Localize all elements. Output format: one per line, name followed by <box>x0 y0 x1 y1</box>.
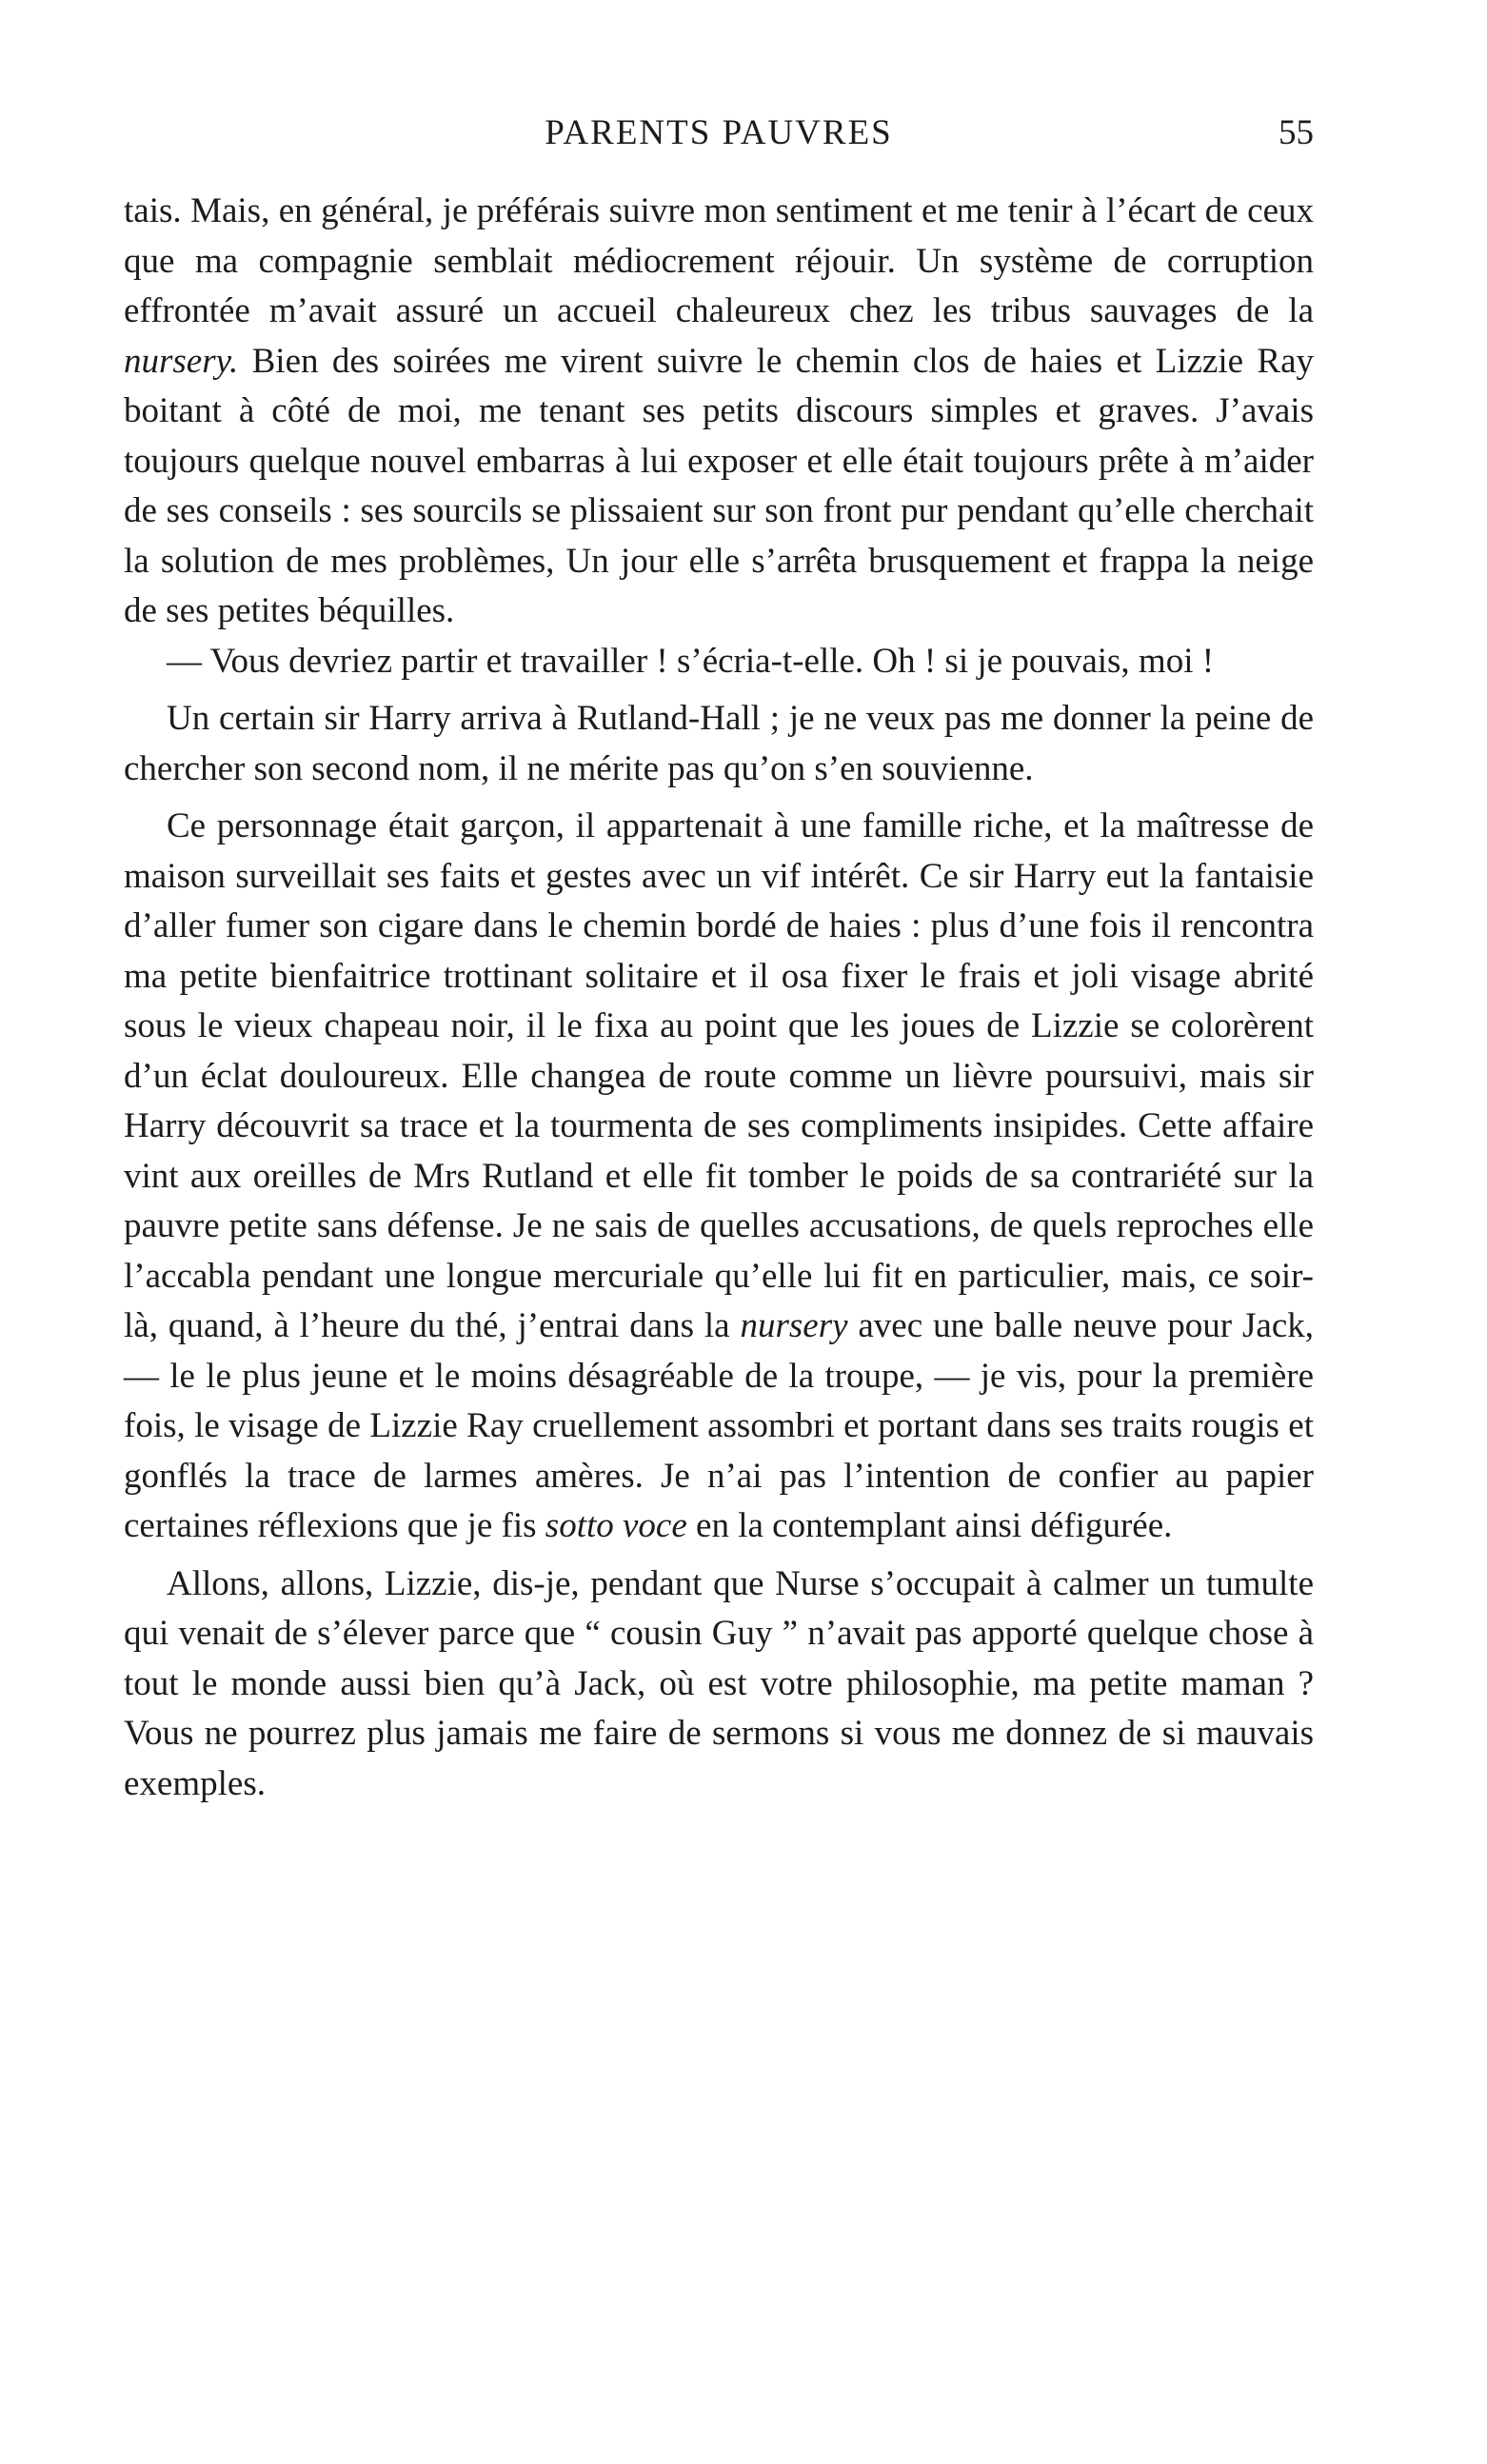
paragraph <box>124 637 1314 687</box>
text-run: Ce personnage était garçon, il appartenait à une famille riche, et la maîtresse de maison surveillait ses faits et gestes avec un vif intérêt. Ce sir Harry eut la fantaisie d’aller fumer son cigare dans le chemin bordé de haies : plus d’une fois il rencontra ma petite bienfaitrice trottinant solitaire et il osa fixer le frais et joli visage abrité sous le vieux chapeau noir, il le fixa au point que les joues de Lizzie se colorèrent d’un éclat douloureux. Elle changea de route comme un lièvre poursuivi, mais sir Harry découvrit sa trace et la tourmenta de ses compliments insipides. Cette affaire vint aux oreilles de Mrs Rutland et elle fit tomber le poids de sa contrariété sur la pauvre petite sans défense. Je ne sais de quelles accusations, de quels reproches elle l’accabla pendant une longue mercuriale qu’elle lui fit en particulier, mais, ce soir-là, quand, à l’heure du thé, j’entrai dans la <box>124 806 1314 1345</box>
page-number: 55 <box>1279 113 1314 152</box>
paragraph <box>124 1560 1314 1810</box>
text-run: Un certain sir Harry arriva à Rutland-Hall ; je ne veux pas me donner la peine de chercher son second nom, il ne mérite pas qu’on s’en souvienne. <box>124 699 1314 788</box>
text-run: Allons, allons, Lizzie, dis-je, pendant que Nurse s’occupait à calmer un tumulte qui venait de s’élever parce que “ cousin Guy ” n’avait pas apporté quelque chose à tout le monde aussi bien qu’à Jack, où est votre philosophie, ma petite maman ? Vous ne pourrez plus jamais me faire de sermons si vous me donnez de si mauvais exemples. <box>124 1563 1314 1803</box>
text-run: avec une balle neuve pour Jack, — le le plus jeune et le moins désagréable de la troupe, — je vis, pour la première fois, le visage de Lizzie Ray cruellement assombri et portant dans ses traits rougis et gonflés la trace de larmes amères. Je n’ai pas l’intention de confier au papier certaines réflexions que je fis <box>124 1306 1314 1545</box>
body-text <box>124 187 1314 1809</box>
page-header <box>124 112 1314 169</box>
paragraph <box>124 187 1314 637</box>
text-run: Bien des soirées me virent suivre le chemin clos de haies et Lizzie Ray boitant à côté de moi, me tenant ses petits discours simples et graves. J’avais toujours quelque nouvel embarras à lui exposer et elle était toujours prête à m’aider de ses conseils : ses sourcils se plissaient sur son front pur pendant qu’elle cherchait la solution de mes problèmes, Un jour elle s’arrêta brusquement et frappa la neige de ses petites béquilles. <box>124 341 1314 630</box>
paragraph <box>124 694 1314 794</box>
italic-text-run: nursery <box>740 1306 848 1345</box>
running-title: PARENTS PAUVRES <box>545 113 893 152</box>
text-run: en la contemplant ainsi défigurée. <box>686 1506 1173 1545</box>
italic-text-run: sotto voce <box>545 1506 687 1545</box>
text-run: tais. Mais, en général, je préférais suivre mon sentiment et me tenir à l’écart de ceux que ma compagnie semblait médiocrement réjouir. Un système de corruption effrontée m’avait assuré un accueil chaleureux chez les tribus sauvages de la <box>124 191 1314 330</box>
italic-text-run: nursery. <box>124 341 239 381</box>
paragraph <box>124 802 1314 1552</box>
text-run: — Vous devriez partir et travailler ! s’écria-t-elle. Oh ! si je pouvais, moi ! <box>167 641 1215 681</box>
